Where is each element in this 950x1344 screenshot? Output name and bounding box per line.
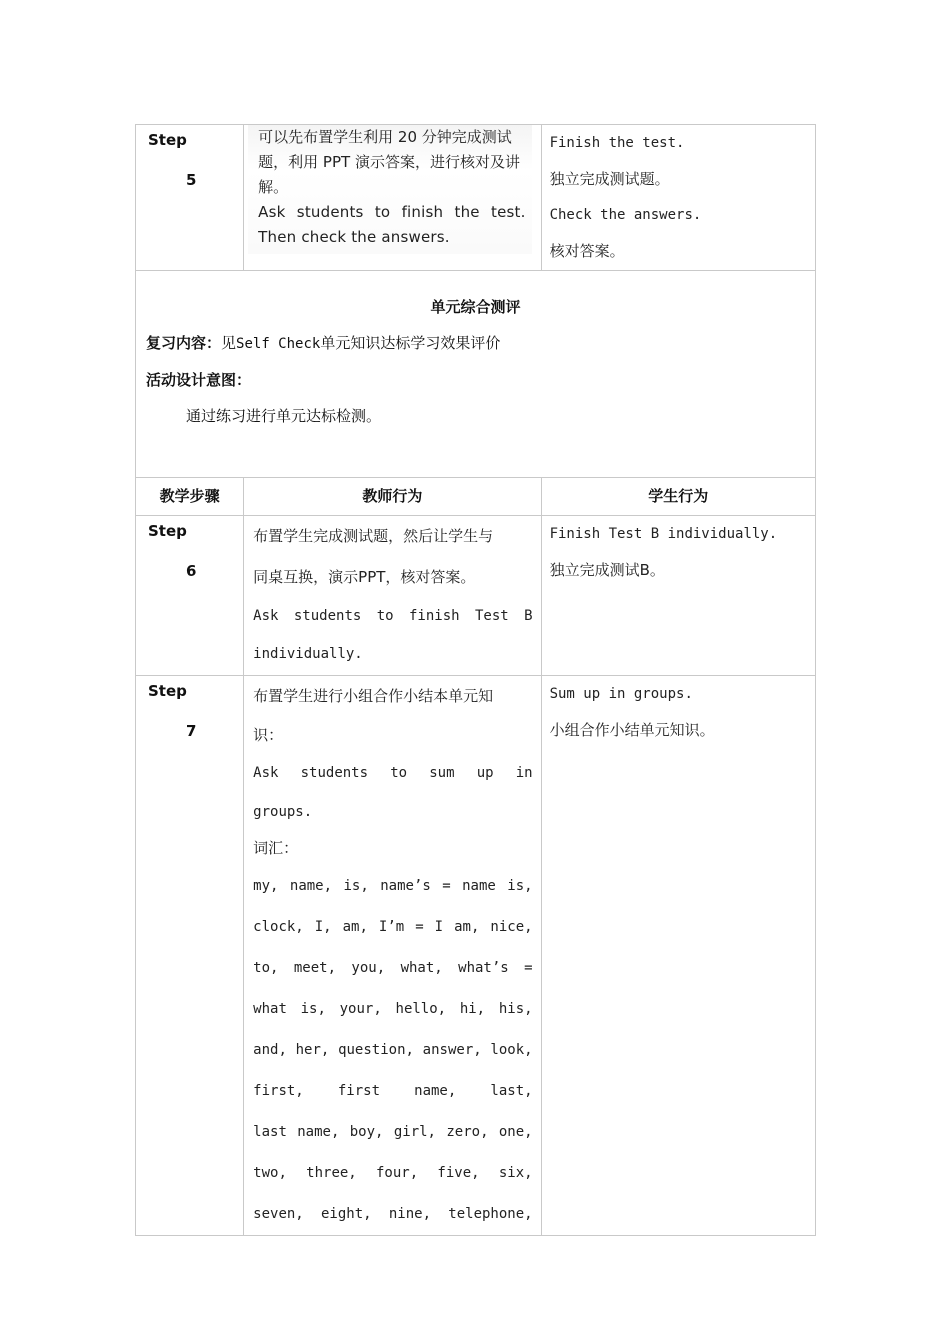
section-title: 单元综合测评 <box>430 298 521 316</box>
teacher-text-zh: 可以先布置学生利用 20 分钟完成测试题，利用 PPT 演示答案，进行核对及讲解。 <box>258 128 520 196</box>
step-7-teacher-cell <box>244 676 541 1236</box>
step-label: Step <box>148 522 187 540</box>
vocab-line: to, meet, you, what, what’s = <box>253 960 533 976</box>
lesson-plan-table <box>135 124 816 1236</box>
step-7-cell <box>136 676 244 1236</box>
step-5-teacher-cell <box>244 125 541 271</box>
step-label: Step <box>148 682 187 700</box>
vocab-line: first, first name, last, <box>253 1083 533 1099</box>
teacher-line: individually. <box>253 646 363 662</box>
teacher-line: 布置学生进行小组合作小结本单元知 <box>253 687 494 705</box>
teacher-line: groups. <box>253 804 313 820</box>
header-steps: 教学步骤 <box>136 478 244 516</box>
design-intent <box>146 362 805 398</box>
intent-text: 通过练习进行单元达标检测。 <box>186 407 382 425</box>
student-line: 核对答案。 <box>549 242 625 260</box>
unit-assessment-row <box>136 271 816 478</box>
vocab-line: what is, your, hello, hi, his, <box>253 1001 533 1017</box>
teacher-line: 同桌互换，演示PPT，核对答案。 <box>253 568 476 586</box>
teacher-line: Ask students to sum up in <box>253 765 533 781</box>
header-student: 学生行为 <box>541 478 815 516</box>
student-line: 独立完成测试题。 <box>549 170 670 188</box>
step-6-cell <box>136 516 244 676</box>
step-7-student-cell <box>541 676 815 1236</box>
step-label: Step <box>148 131 187 149</box>
student-line: 小组合作小结单元知识。 <box>549 721 715 739</box>
student-line: Check the answers. <box>549 207 702 223</box>
student-line: Sum up in groups. <box>549 686 693 702</box>
header-teacher: 教师行为 <box>244 478 541 516</box>
step-7-row <box>136 676 816 1236</box>
table-header-row <box>136 478 816 516</box>
vocab-line: and, her, question, answer, look, <box>253 1042 533 1058</box>
review-label: 复习内容： <box>146 334 222 352</box>
student-line: 独立完成测试B。 <box>549 561 665 579</box>
review-self-check: Self Check <box>236 336 321 352</box>
step-6-teacher-cell <box>244 516 541 676</box>
step-5-student-cell <box>541 125 815 271</box>
review-suffix: 单元知识达标学习效果评价 <box>320 334 501 352</box>
review-content <box>146 325 805 362</box>
step-number: 6 <box>186 562 197 580</box>
teacher-line: 布置学生完成测试题，然后让学生与 <box>253 527 494 545</box>
step-number: 5 <box>186 171 197 189</box>
step-number: 7 <box>186 722 197 740</box>
vocab-line: clock, I, am, I’m = I am, nice, <box>253 919 533 935</box>
vocab-line: seven, eight, nine, telephone, <box>253 1206 533 1222</box>
step-5-row <box>136 125 816 271</box>
vocab-line: two, three, four, five, six, <box>253 1165 533 1181</box>
vocab-label: 词汇： <box>253 839 299 857</box>
vocab-line: my, name, is, name’s = name is, <box>253 878 533 894</box>
teacher-line: Ask students to finish Test B <box>253 608 533 624</box>
scanned-teacher-text <box>248 125 531 254</box>
step-6-student-cell <box>541 516 815 676</box>
step-5-cell <box>136 125 244 271</box>
teacher-line: 识： <box>253 726 284 744</box>
unit-assessment-cell <box>136 271 816 478</box>
intent-label: 活动设计意图： <box>146 371 252 389</box>
vocab-line: last name, boy, girl, zero, one, <box>253 1124 533 1140</box>
student-line: Finish Test B individually. <box>549 526 778 542</box>
teacher-text-en: Ask students to finish the test. Then check the answers. <box>258 203 526 246</box>
review-prefix: 见 <box>221 334 237 352</box>
student-line: Finish the test. <box>549 135 685 151</box>
step-6-row <box>136 516 816 676</box>
